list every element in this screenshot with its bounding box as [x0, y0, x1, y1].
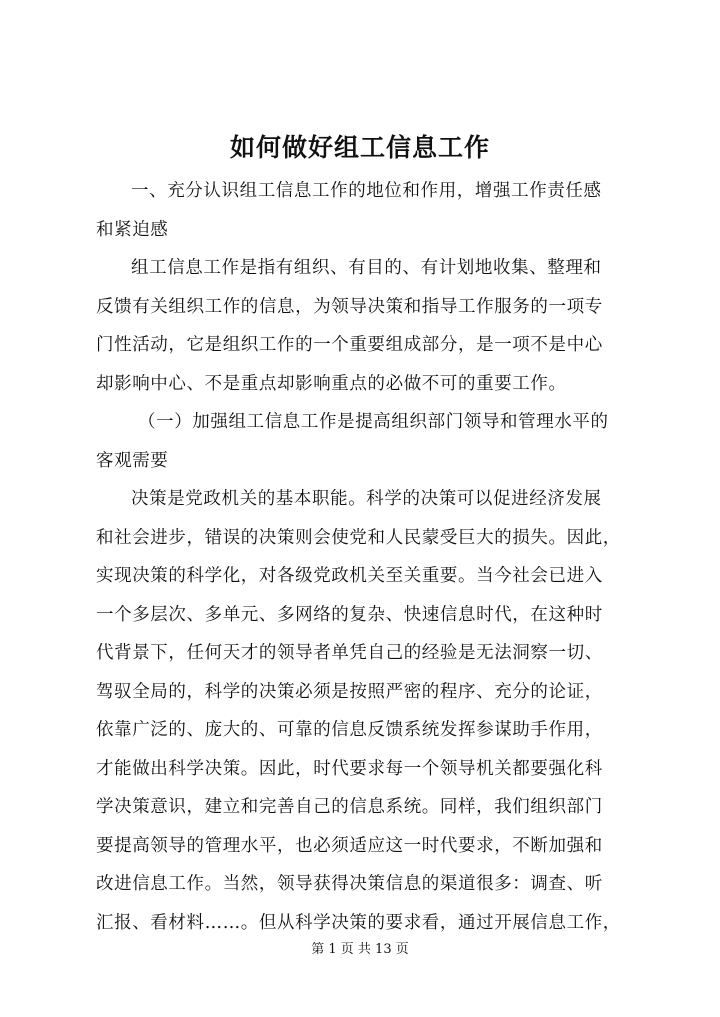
paragraph-line: 实现决策的科学化，对各级党政机关至关重要。当今社会已进入: [96, 566, 603, 586]
paragraph-line: 改进信息工作。当然，领导获得决策信息的渠道很多：调查、听: [96, 874, 603, 894]
paragraph-line: 要提高领导的管理水平，也必须适应这一时代要求，不断加强和: [96, 835, 603, 856]
heading-line: 和紧迫感: [96, 219, 169, 240]
document-title: 如何做好组工信息工作: [229, 133, 490, 162]
paragraph-line: 汇报、看材料……。但从科学决策的要求看，通过开展信息工作，: [96, 912, 621, 933]
paragraph-line: 却影响中心、不是重点却影响重点的必做不可的重要工作。: [96, 373, 567, 394]
paragraph-line: 组工信息工作是指有组织、有目的、有计划地收集、整理和: [131, 258, 602, 278]
paragraph-line: 一个多层次、多单元、多网络的复杂、快速信息时代，在这种时: [96, 604, 603, 625]
paragraph-line: 依靠广泛的、庞大的、可靠的信息反馈系统发挥参谋助手作用，: [96, 720, 603, 740]
document-body: [96, 172, 636, 942]
paragraph-line: 门性活动，它是组织工作的一个重要组成部分，是一项不是中心: [96, 335, 603, 355]
paragraph-line: 学决策意识，建立和完善自己的信息系统。同样，我们组织部门: [96, 797, 603, 817]
paragraph-line: 反馈有关组织工作的信息，为领导决策和指导工作服务的一项专: [96, 296, 603, 317]
paragraph-line: 和社会进步，错误的决策则会使党和人民蒙受巨大的损失。因此，: [96, 527, 621, 548]
subheading-line: （一）加强组工信息工作是提高组织部门领导和管理水平的: [138, 412, 609, 432]
heading-line: 一、充分认识组工信息工作的地位和作用，增强工作责任感: [131, 181, 602, 201]
paragraph-line: 驾驭全局的，科学的决策必须是按照严密的程序、充分的论证，: [96, 681, 603, 702]
page-number-footer: 第 1 页 共 13 页: [311, 942, 409, 957]
paragraph-line: 代背景下，任何天才的领导者单凭自己的经验是无法洞察一切、: [96, 643, 603, 663]
paragraph-line: 才能做出科学决策。因此，时代要求每一个领导机关都要强化科: [96, 758, 603, 779]
paragraph-line: 决策是党政机关的基本职能。科学的决策可以促进经济发展: [131, 489, 602, 509]
subheading-line: 客观需要: [96, 450, 169, 471]
